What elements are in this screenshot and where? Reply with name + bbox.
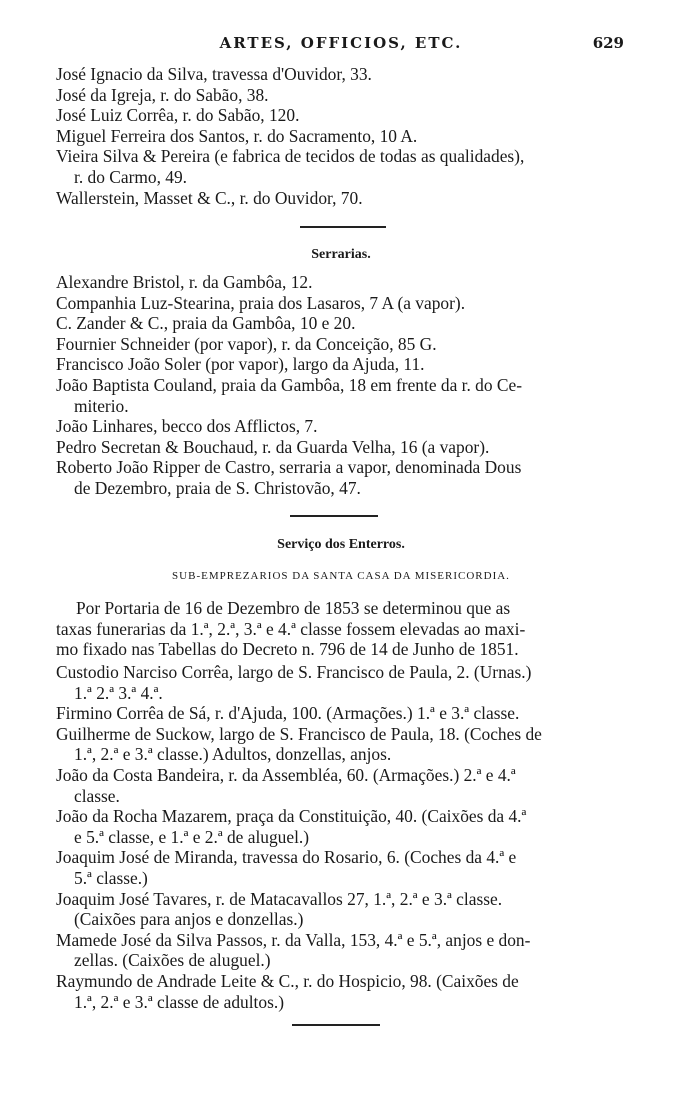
directory-entry: [56, 313, 626, 334]
serrarias-entry-list: [56, 272, 626, 499]
entry-line: Miguel Ferreira dos Santos, r. do Sacramento, 10 A.: [56, 125, 418, 146]
entry-line: Alexandre Bristol, r. da Gambôa, 12.: [56, 272, 313, 292]
intro-paragraph: [56, 598, 628, 660]
entry-line: C. Zander & C., praia da Gambôa, 10 e 20.: [56, 313, 356, 334]
directory-entry: [56, 724, 626, 765]
top-entry-list: [56, 64, 626, 208]
entry-continuation-line: zellas. (Caixões de aluguel.): [74, 950, 271, 971]
entry-continuation-line: (Caixões para anjos e donzellas.): [74, 909, 304, 930]
entry-continuation-line: 5.ª classe.): [74, 867, 148, 888]
directory-entry: [56, 293, 626, 314]
directory-entry: [56, 354, 626, 375]
intro-line: taxas funerarias da 1.ª, 2.ª, 3.ª e 4.ª classe fossem elevadas ao maxi-: [56, 618, 526, 639]
entry-line: Fournier Schneider (por vapor), r. da Conceição, 85 G.: [56, 333, 437, 354]
directory-entry: [56, 765, 626, 806]
entry-line: João Linhares, becco dos Afflictos, 7.: [56, 416, 318, 437]
directory-entry: [56, 847, 626, 888]
entry-line: Wallerstein, Masset & C., r. do Ouvidor, 70.: [56, 187, 363, 208]
section-subtitle: SUB-EMPREZARIOS DA SANTA CASA DA MISERICORDIA.: [172, 570, 510, 582]
entry-line: Francisco João Soler (por vapor), largo da Ajuda, 11.: [56, 354, 425, 375]
directory-entry: [56, 105, 626, 126]
directory-entry: [56, 64, 626, 85]
entry-continuation-line: classe.: [74, 785, 120, 806]
section-title-serrarias: Serrarias.: [311, 247, 371, 262]
entry-line: Guilherme de Suckow, largo de S. Francisco de Paula, 18. (Coches de: [56, 723, 542, 744]
directory-entry: [56, 334, 626, 355]
entry-continuation-line: 1.ª, 2.ª e 3.ª classe de adultos.): [74, 991, 284, 1012]
entry-line: Joaquim José de Miranda, travessa do Rosario, 6. (Coches da 4.ª e: [56, 847, 517, 868]
entry-line: João da Rocha Mazarem, praça da Constituição, 40. (Caixões da 4.ª: [56, 806, 527, 827]
entry-line: João Baptista Couland, praia da Gambôa, 18 em frente da r. do Ce-: [56, 374, 523, 395]
intro-line: mo fixado nas Tabellas do Decreto n. 796 de 14 de Junho de 1851.: [56, 639, 519, 660]
entry-continuation-line: miterio.: [74, 395, 129, 416]
entry-continuation-line: r. do Carmo, 49.: [74, 166, 188, 187]
directory-entry: [56, 375, 626, 416]
directory-entry: [56, 85, 626, 106]
entry-line: Companhia Luz-Stearina, praia dos Lasaros, 7 A (a vapor).: [56, 292, 466, 313]
entry-line: Custodio Narciso Corrêa, largo de S. Francisco de Paula, 2. (Urnas.): [56, 662, 532, 682]
directory-entry: [56, 889, 626, 930]
intro-line: Por Portaria de 16 de Dezembro de 1853 se determinou que as: [76, 598, 511, 618]
directory-entry: [56, 126, 626, 147]
entry-line: José Luiz Corrêa, r. do Sabão, 120.: [56, 105, 300, 126]
section-divider: [292, 1024, 380, 1026]
directory-entry: [56, 416, 626, 437]
entry-continuation-line: 1.ª 2.ª 3.ª 4.ª.: [74, 682, 163, 703]
directory-entry: [56, 457, 626, 498]
entry-line: Firmino Corrêa de Sá, r. d'Ajuda, 100. (Armações.) 1.ª e 3.ª classe.: [56, 703, 520, 724]
enterros-entry-list: [56, 662, 626, 1012]
entry-line: Roberto João Ripper de Castro, serraria a vapor, denominada Dous: [56, 457, 522, 478]
section-divider: [300, 226, 386, 228]
directory-entry: [56, 146, 626, 187]
entry-line: Raymundo de Andrade Leite & C., r. do Hospicio, 98. (Caixões de: [56, 970, 519, 991]
directory-entry: [56, 662, 626, 703]
directory-entry: [56, 806, 626, 847]
section-divider: [290, 515, 378, 517]
entry-line: Mamede José da Silva Passos, r. da Valla, 153, 4.ª e 5.ª, anjos e don-: [56, 929, 531, 950]
entry-line: José da Igreja, r. do Sabão, 38.: [56, 84, 269, 105]
directory-entry: [56, 272, 626, 293]
entry-continuation-line: 1.ª, 2.ª e 3.ª classe.) Adultos, donzellas, anjos.: [74, 744, 392, 765]
page-number: 629: [592, 34, 624, 52]
directory-entry: [56, 437, 626, 458]
page-header: [0, 34, 682, 56]
directory-entry: [56, 703, 626, 724]
entry-line: João da Costa Bandeira, r. da Assembléa, 60. (Armações.) 2.ª e 4.ª: [56, 764, 516, 785]
directory-entry: [56, 971, 626, 1012]
directory-entry: [56, 188, 626, 209]
section-title-enterros: Serviço dos Enterros.: [277, 537, 405, 552]
entry-line: Joaquim José Tavares, r. de Matacavallos 27, 1.ª, 2.ª e 3.ª classe.: [56, 888, 503, 909]
running-head: ARTES, OFFICIOS, ETC.: [219, 34, 463, 52]
entry-line: Pedro Secretan & Bouchaud, r. da Guarda Velha, 16 (a vapor).: [56, 436, 490, 457]
entry-line: Vieira Silva & Pereira (e fabrica de tecidos de todas as qualidades),: [56, 146, 525, 167]
directory-entry: [56, 930, 626, 971]
entry-continuation-line: de Dezembro, praia de S. Christovão, 47.: [74, 477, 361, 498]
entry-line: José Ignacio da Silva, travessa d'Ouvidor, 33.: [56, 64, 372, 84]
entry-continuation-line: e 5.ª classe, e 1.ª e 2.ª de aluguel.): [74, 826, 310, 847]
